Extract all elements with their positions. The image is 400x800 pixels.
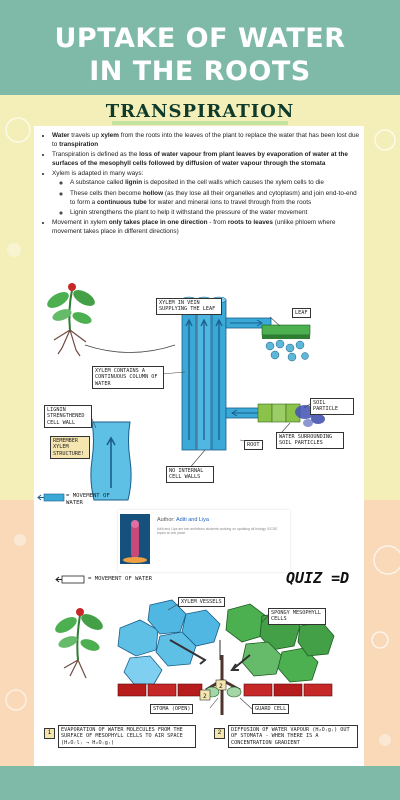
list-item: ◦ A substance called lignin is deposited in the cell walls which causes the xylem cells to die <box>70 178 360 187</box>
movement-key-arrow-2 <box>62 576 84 583</box>
label-spongy-mesophyll: SPONGY MESOPHYLL CELLS <box>268 608 326 625</box>
label-guard-cell: GUARD CELL <box>252 704 289 714</box>
step-2-description: DIFFUSION OF WATER VAPOUR (H₂O₍g₎) OUT OF STOMATA - WHEN THERE IS A CONCENTRATION GRADIENT <box>228 725 358 748</box>
footer-banner <box>0 766 400 800</box>
xylem-vessel-cells <box>118 600 220 684</box>
label-no-internal-walls: NO INTERNAL CELL WALLS <box>166 466 214 483</box>
list-item: ◦ These cells then become hollow (as they lose all their organelles and cytoplasm) and join end-to-end to form a continuous tube for water and mineral ions to travel through from the roots <box>70 189 360 207</box>
author-bio: Aditi and Liya are two ambitious students working on updating all biology IGCSE topics at one place <box>157 527 278 536</box>
step-number-2: 2 <box>214 728 225 739</box>
label-xylem-vessels: XYLEM VESSELS <box>178 597 225 607</box>
list-item: • Movement in xylem only takes place in one direction - from roots to leaves (unlike phloem where movement takes place in different directions) <box>52 218 360 236</box>
label-xylem-column: XYLEM CONTAINS A CONTINUOUS COLUMN OF WATER <box>92 366 164 389</box>
label-xylem-in-vein: XYLEM IN VEIN SUPPLYING THE LEAF <box>156 298 222 315</box>
label-stoma: STOMA (OPEN) <box>150 704 193 714</box>
svg-text:2: 2 <box>203 693 207 700</box>
section-subtitle: TRANSPIRATION <box>105 101 295 122</box>
list-item: • Transpiration is defined as the loss of water vapour from plant leaves by evaporation of water at the surfaces of the mesophyll cells followed by diffusion of water vapour through the stomata <box>52 150 360 168</box>
label-water-surrounding: WATER SURROUNDING SOIL PARTICLES <box>276 432 344 449</box>
step-1-description: EVAPORATION OF WATER MOLECULES FROM THE SURFACE OF MESOPHYLL CELLS TO AIR SPACE (H₂O₍l₎ → H₂O₍g₎) <box>58 725 196 748</box>
label-soil-particle: SOIL PARTICLE <box>310 398 354 415</box>
label-leaf: LEAF <box>292 308 311 318</box>
list-item: • Xylem is adapted in many ways: ◦ A substance called lignin is deposited in the cell walls which causes the xylem cells to die ◦ These cells then become hollow (as they lose all their organelles and cytoplasm) and join end-to-end to form a continuous tube for water and mineral ions to travel through from the roots ◦ Lignin strengthens the plant to help it withstand the pressure of the water movement <box>52 169 360 216</box>
author-name: Author: Aditi and Liya <box>157 517 209 523</box>
svg-text:2: 2 <box>219 683 223 690</box>
label-root: ROOT <box>244 440 263 450</box>
quiz-link[interactable]: QUIZ =D <box>286 569 350 587</box>
title-line-2: IN THE ROOTS <box>89 56 311 87</box>
plant-illustration-2 <box>53 608 106 678</box>
label-lignin-wall: LIGNIN STRENGTHENED CELL WALL <box>44 405 92 428</box>
step-number-1: 1 <box>44 728 55 739</box>
movement-key-label: = MOVEMENT OF WATER <box>66 493 110 506</box>
author-link[interactable]: Aditi and Liya <box>175 517 209 523</box>
movement-key-label-2: = MOVEMENT OF WATER <box>88 576 152 582</box>
list-item: • Water travels up xylem from the roots into the leaves of the plant to replace the water that has been lost due to transpiration <box>52 131 360 149</box>
list-item: ◦ Lignin strengthens the plant to help it withstand the pressure of the water movement <box>70 208 360 217</box>
label-remember: REMEMBER XYLEM STRUCTURE! <box>50 436 90 459</box>
title-line-1: UPTAKE OF WATER <box>54 23 346 54</box>
